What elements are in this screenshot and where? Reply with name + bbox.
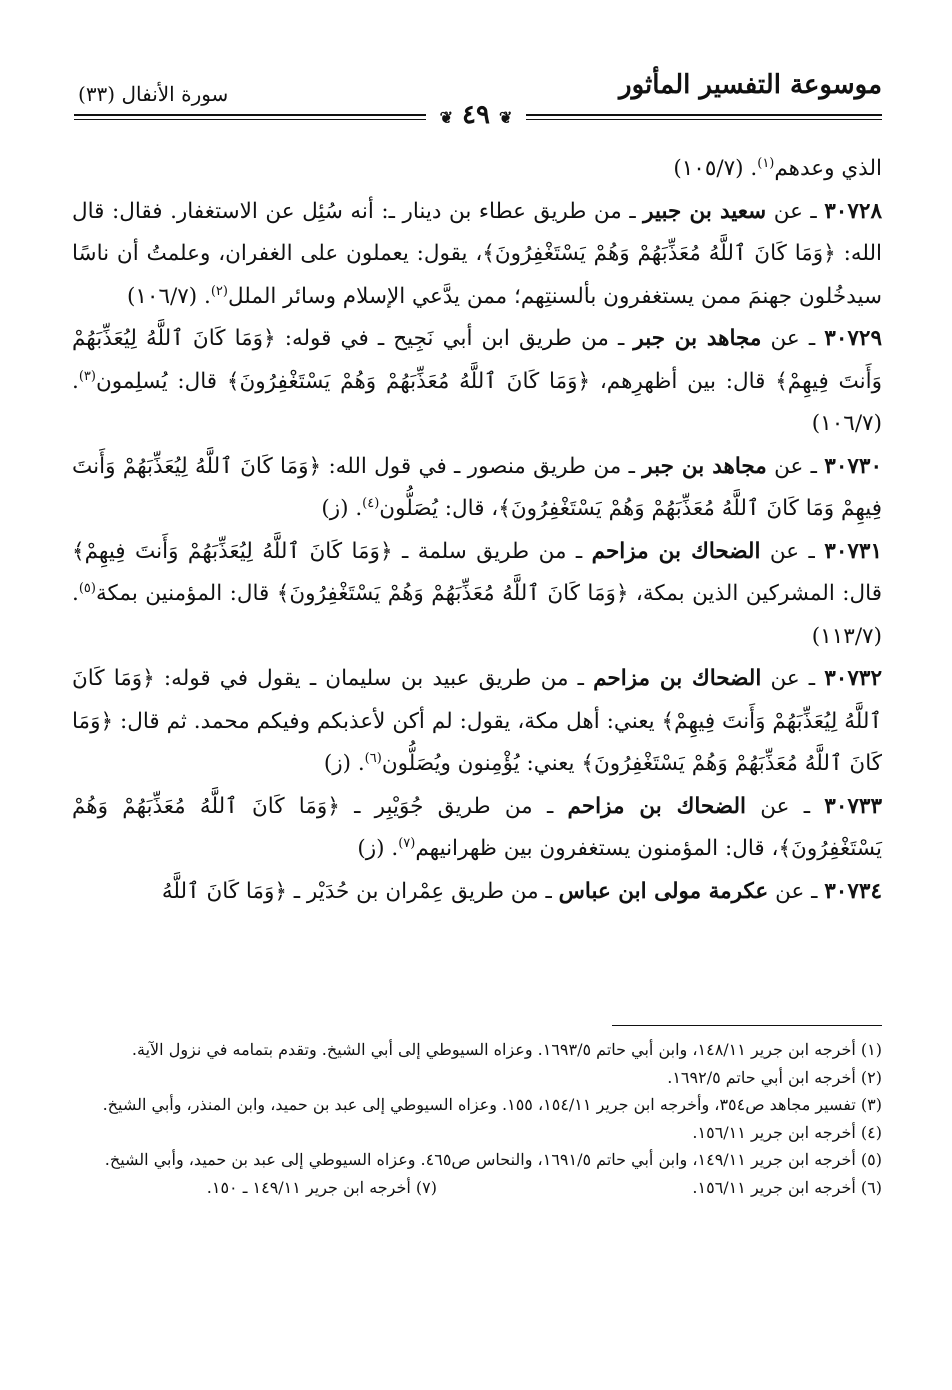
text: ، قال: يُصَلُّون <box>379 496 499 521</box>
entry-number: ٣٠٧٣٤ <box>824 878 882 904</box>
footnote-ref: (٥) <box>78 580 96 596</box>
entry-number: ٣٠٧٣٠ <box>824 453 883 479</box>
volume-ref: . (١٠٥/٧) <box>673 156 758 181</box>
volume-ref: . (١١٣/٧) <box>72 581 882 649</box>
footnote-3: (٣) تفسير مجاهد ص٣٥٤، وأخرجه ابن جرير ١٥٤/١١، ١٥٥. وعزاه السيوطي إلى عبد بن حميد، وابن المنذر، وأبي الشيخ. <box>102 1095 882 1114</box>
text: ـ من طريق سلمة ـ <box>392 538 592 564</box>
entry-number: ٣٠٧٢٩ <box>824 326 883 351</box>
quran-verse: ﴿وَمَا كَانَ ٱللَّهُ لِيُعَذِّبَهُمْ وَأَنتَ فِيهِمْ وَمَا كَانَ ٱللَّهُ مُعَذِّبَهُمْ وَهُمْ يَسْتَغْفِرُونَ﴾ <box>72 453 882 521</box>
text: قال: المؤمنين بمكة <box>95 581 277 606</box>
footnote-6: (٦) أخرجه ابن جرير ١٥٦/١١. <box>692 1177 882 1197</box>
footnote-ref: (١) <box>757 155 775 171</box>
narrator-name: سعيد بن جبير <box>643 198 767 224</box>
quran-verse: ﴿وَمَا كَانَ ٱللَّهُ لِيُعَذِّبَهُمْ وَأَنتَ فِيهِمْ﴾ <box>72 666 882 734</box>
paragraph-continuation <box>72 148 882 191</box>
text: ـ عن <box>766 453 825 479</box>
entry-number: ٣٠٧٣٢ <box>824 666 882 691</box>
quran-verse: ﴿وَمَا كَانَ ٱللَّهُ مُعَذِّبَهُمْ وَهُمْ يَسْتَغْفِرُونَ﴾ <box>72 708 882 776</box>
footnote-ref: (٦) <box>364 750 382 766</box>
entry-30730 <box>72 446 882 531</box>
footnote-ref: (٧) <box>398 835 416 851</box>
text: ـ من طريق منصور ـ في قول الله: <box>321 453 643 479</box>
quran-verse: ﴿وَمَا كَانَ ٱللَّهُ مُعَذِّبَهُمْ وَهُمْ يَسْتَغْفِرُونَ﴾ <box>72 793 882 861</box>
ornament-icon: ❦ <box>439 108 453 127</box>
footnotes <box>72 1036 882 1201</box>
footnote-1: (١) أخرجه ابن جرير ١٤٨/١١، وابن أبي حاتم ١٦٩٣/٥. وعزاه السيوطي إلى أبي الشيخ. وتقدم بتمامه في نزول الآية. <box>131 1040 882 1059</box>
volume-ref: . (ز) <box>357 836 399 861</box>
entry-30734 <box>72 871 882 914</box>
quran-verse: ﴿وَمَا كَانَ ٱللَّهُ لِيُعَذِّبَهُمْ وَأَنتَ فِيهِمْ﴾ <box>72 326 882 394</box>
narrator-name: الضحاك بن مزاحم <box>591 538 761 564</box>
entry-30732 <box>72 658 882 786</box>
volume-ref: . (ز) <box>323 751 365 776</box>
entry-30731 <box>72 531 882 659</box>
text: يعني: أهل مكة، يقول: لم أكن لأعذبكم وفيكم محمد. ثم قال: <box>113 708 662 734</box>
quran-verse: ﴿وَمَا كَانَ ٱللَّهُ مُعَذِّبَهُمْ وَهُمْ يَسْتَغْفِرُونَ﴾ <box>276 581 629 606</box>
entry-number: ٣٠٧٣٣ <box>824 793 883 819</box>
narrator-name: مجاهد بن جبر <box>642 453 767 479</box>
narrator-name: مجاهد بن جبر <box>633 326 762 351</box>
footnote-separator <box>612 1025 882 1026</box>
quran-verse: ﴿وَمَا كَانَ ٱللَّهُ <box>161 878 287 904</box>
main-text <box>72 148 882 913</box>
entry-30729 <box>72 318 882 446</box>
entry-number: ٣٠٧٣١ <box>824 538 883 564</box>
text: ـ من طريق ابن أبي نَجِيح ـ في قوله: <box>275 326 634 351</box>
footnote-row <box>72 1174 882 1202</box>
footnote-ref: (٤) <box>362 495 380 511</box>
text: ـ عن <box>766 198 825 224</box>
text: يعني: يُؤْمِنون ويُصَلُّون <box>381 751 582 776</box>
text: ـ عن <box>761 326 825 351</box>
ornament-icon: ❦ <box>499 108 513 127</box>
volume-ref: . (ز) <box>321 496 363 521</box>
book-title: موسوعة التفسير المأثور <box>619 70 882 100</box>
page-number-wrap <box>0 100 952 130</box>
text: ، يقول: يعملون على الغفران، وعلمتُ أن ناسًا سيدخُلون جهنمَ ممن يستغفرون بألسنتِهم؛ ممن يدَّعي الإسلام وسائر الملل <box>72 241 882 309</box>
text: قال: المشركين الذين بمكة، <box>628 581 882 606</box>
text: ـ عن <box>760 538 825 564</box>
text: ـ من طريق عطاء بن دينار ـ: أنه سُئِل عن الاستغفار. فقال: قال الله: <box>72 198 883 266</box>
text: ـ عن <box>745 793 825 819</box>
volume-ref: . (١٠٦/٧) <box>126 283 211 309</box>
text: ـ من طريق عبيد بن سليمان ـ يقول في قوله: <box>154 666 594 691</box>
footnote-ref: (٢) <box>210 283 228 299</box>
narrator-name: الضحاك بن مزاحم <box>593 666 762 691</box>
volume-ref: . (١٠٦/٧) <box>72 368 882 436</box>
footnote-4: (٤) أخرجه ابن جرير ١٥٦/١١. <box>692 1122 882 1142</box>
text: ـ عن <box>761 666 825 691</box>
text: ، قال: المؤمنون يستغفرون بين ظهرانيهم <box>415 836 779 861</box>
entry-number: ٣٠٧٢٨ <box>824 198 882 224</box>
text: قال: يُسلِمون <box>95 368 227 394</box>
surah-title: سورة الأنفال (٣٣) <box>78 82 229 106</box>
quran-verse: ﴿وَمَا كَانَ ٱللَّهُ مُعَذِّبَهُمْ وَهُمْ يَسْتَغْفِرُونَ﴾ <box>482 241 836 266</box>
quran-verse: ﴿وَمَا كَانَ ٱللَّهُ مُعَذِّبَهُمْ وَهُمْ يَسْتَغْفِرُونَ﴾ <box>226 368 591 394</box>
entry-30728 <box>72 191 882 319</box>
narrator-name: الضحاك بن مزاحم <box>567 793 746 819</box>
text: الذي وعدهم <box>774 156 882 181</box>
text: ـ عن <box>768 878 825 904</box>
footnote-ref: (٣) <box>78 368 96 384</box>
page-number-box <box>426 100 527 130</box>
text: ـ من طريق عِمْران بن حُدَيْر ـ <box>286 878 559 904</box>
entry-30733 <box>72 786 882 871</box>
page-number: ٤٩ <box>462 100 490 130</box>
narrator-name: عكرمة مولى ابن عباس <box>558 878 769 904</box>
text: ـ من طريق جُوَيْبِر ـ <box>339 793 568 819</box>
footnote-2: (٢) أخرجه ابن أبي حاتم ١٦٩٢/٥. <box>667 1067 882 1087</box>
footnote-7: (٧) أخرجه ابن جرير ١٤٩/١١ ـ ١٥٠. <box>206 1177 437 1197</box>
text: قال: بين أظهرِهم، <box>590 368 776 394</box>
footnote-5: (٥) أخرجه ابن جرير ١٤٩/١١، وابن أبي حاتم ١٦٩١/٥، والنحاس ص٤٦٥. وعزاه السيوطي إلى عبد بن حميد، وأبي الشيخ. <box>104 1150 882 1169</box>
quran-verse: ﴿وَمَا كَانَ ٱللَّهُ لِيُعَذِّبَهُمْ وَأَنتَ فِيهِمْ﴾ <box>72 538 393 564</box>
